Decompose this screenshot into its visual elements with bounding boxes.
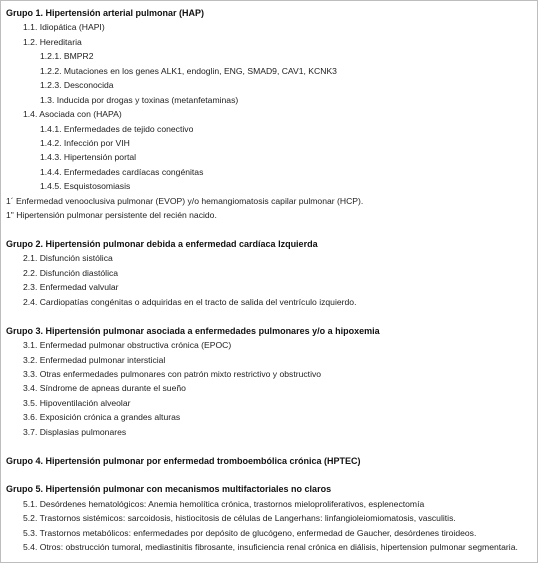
list-item: 2.3. Enfermedad valvular xyxy=(23,282,119,293)
group-1-title: Grupo 1. Hipertensión arterial pulmonar (HAP) xyxy=(6,8,205,18)
list-item: 3.2. Enfermedad pulmonar intersticial xyxy=(23,354,166,365)
group-3-title: Grupo 3. Hipertensión pulmonar asociada a enfermedades pulmonares y/o a hipoxemia xyxy=(6,325,380,336)
group-4-title: Grupo 4. Hipertensión pulmonar por enfermedad tromboembólica crónica (HPTEC) xyxy=(6,455,361,466)
spacer xyxy=(0,468,539,482)
list-item: 3.1. Enfermedad pulmonar obstructiva crónica (EPOC) xyxy=(23,340,232,351)
spacer xyxy=(0,309,539,323)
list-item: 1.4.2. Infección por VIH xyxy=(40,137,130,148)
spacer xyxy=(0,223,539,237)
list-item: 5.1. Desórdenes hematológicos: Anemia hemolítica crónica, trastornos mieloproliferativos, esplenectomía xyxy=(23,498,425,509)
list-item: 2.1. Disfunción sistólica xyxy=(23,253,113,264)
list-item: 1" Hipertensión pulmonar persistente del recién nacido. xyxy=(6,210,217,221)
list-item: 1.4.4. Enfermedades cardíacas congénitas xyxy=(40,166,204,177)
list-item: 1´ Enfermedad venooclusiva pulmonar (EVOP) y/o hemangiomatosis capilar pulmonar (HCP). xyxy=(6,195,364,206)
list-item: 1.2.3. Desconocida xyxy=(40,80,114,91)
list-item: 1.3. Inducida por drogas y toxinas (metanfetaminas) xyxy=(40,94,239,105)
list-item: 5.4. Otros: obstrucción tumoral, mediastinitis fibrosante, insuficiencia renal crónica en diálisis, hipertension pulmonar segmentaria. xyxy=(23,542,518,553)
list-item: 3.4. Síndrome de apneas durante el sueño xyxy=(23,383,186,394)
list-item: 3.6. Exposición crónica a grandes alturas xyxy=(23,412,181,423)
list-item: 1.2.2. Mutaciones en los genes ALK1, endoglin, ENG, SMAD9, CAV1, KCNK3 xyxy=(40,65,337,76)
list-item: 3.7. Displasias pulmonares xyxy=(23,426,127,437)
list-item: 1.4.3. Hipertensión portal xyxy=(40,152,137,163)
list-item: 5.2. Trastornos sistémicos: sarcoidosis, histiocitosis de células de Langerhans: linfangioleiomiomatosis, vasculitis. xyxy=(23,513,456,524)
list-item: 1.1. Idiopática (HAPI) xyxy=(23,22,105,33)
list-item: 1.2. Hereditaria xyxy=(23,36,82,47)
classification-list xyxy=(0,6,539,555)
list-item: 1.4. Asociada con (HAPA) xyxy=(23,109,122,120)
group-2-title: Grupo 2. Hipertensión pulmonar debida a enfermedad cardíaca Izquierda xyxy=(6,239,318,249)
list-item: 1.4.5. Esquistosomiasis xyxy=(40,181,131,192)
list-item: 2.4. Cardiopatías congénitas o adquiridas en el tracto de salida del ventrículo izquierdo. xyxy=(23,296,357,307)
list-item: 5.3. Trastornos metabólicos: enfermedades por depósito de glucógeno, enfermedad de Gaucher, desórdenes tiroideos. xyxy=(23,527,477,538)
list-item: 3.5. Hipoventilación alveolar xyxy=(23,397,131,408)
group-5-title: Grupo 5. Hipertensión pulmonar con mecanismos multifactoriales no claros xyxy=(6,484,332,495)
list-item: 3.3. Otras enfermedades pulmonares con patrón mixto restrictivo y obstructivo xyxy=(23,368,322,379)
list-item: 2.2. Disfunción diastólica xyxy=(23,267,119,278)
spacer xyxy=(0,439,539,453)
list-item: 1.2.1. BMPR2 xyxy=(40,51,94,62)
list-item: 1.4.1. Enfermedades de tejido conectivo xyxy=(40,123,194,134)
